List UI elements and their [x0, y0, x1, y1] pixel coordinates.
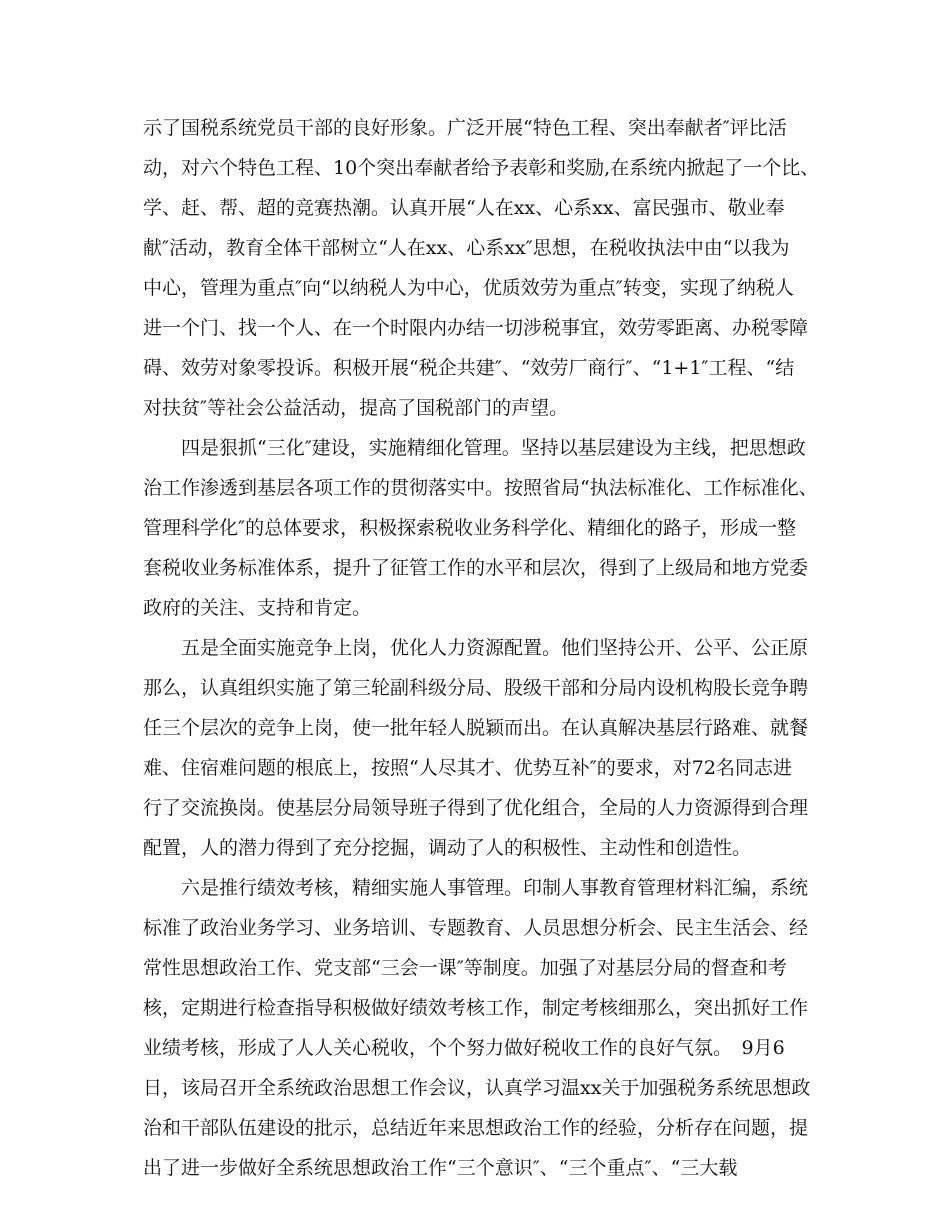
text-line: 动，对六个特色工程、10个突出奉献者给予表彰和奖励,在系统内掀起了一个比、 [143, 157, 820, 179]
text-line: 日，该局召开全系统政治思想工作会议，认真学习温xx关于加强税务系统思想政 [143, 1077, 811, 1099]
text-line: 示了国税系统党员干部的良好形象。广泛开展“特色工程、突出奉献者″评比活 [143, 117, 787, 139]
text-line: 学、赶、帮、超的竞赛热潮。认真开展“人在xx、心系xx、富民强市、敬业奉 [143, 197, 785, 219]
paragraph-start: 四是狠抓“三化″建设，实施精细化管理。坚持以基层建设为主线，把思想政 [181, 437, 806, 459]
text-line: 任三个层次的竞争上岗，使一批年轻人脱颖而出。在认真解决基层行路难、就餐 [143, 717, 809, 739]
text-line: 中心，管理为重点″向“以纳税人为中心，优质效劳为重点″转变，实现了纳税人 [143, 277, 794, 299]
text-line: 核，定期进行检查指导积极做好绩效考核工作，制定考核细那么，突出抓好工作 [143, 997, 809, 1019]
text-line: 进一个门、找一个人、在一个时限内办结一切涉税事宜，效劳零距离、办税零障 [143, 317, 809, 339]
text-line: 治工作渗透到基层各项工作的贯彻落实中。按照省局“执法标准化、工作标准化、 [143, 477, 818, 499]
text-line: 对扶贫″等社会公益活动，提高了国税部门的声望。 [143, 397, 569, 419]
text-line: 行了交流换岗。使基层分局领导班子得到了优化组合，全局的人力资源得到合理 [143, 797, 809, 819]
text-line: 难、住宿难问题的根底上，按照“人尽其才、优势互补″的要求，对72名同志进 [143, 757, 792, 779]
text-line: 套税收业务标准体系，提升了征管工作的水平和层次，得到了上级局和地方党委 [143, 557, 809, 579]
paragraph-start: 六是推行绩效考核，精细实施人事管理。印制人事教育管理材料汇编，系统 [181, 877, 809, 899]
text-line: 出了进一步做好全系统思想政治工作“三个意识″、“三个重点″、“三大载 [143, 1157, 738, 1179]
text-line: 配置，人的潜力得到了充分挖掘，调动了人的积极性、主动性和创造性。 [143, 837, 752, 859]
text-line: 献″活动，教育全体干部树立“人在xx、心系xx″思想，在税收执法中由“以我为 [143, 237, 790, 259]
text-line: 那么，认真组织实施了第三轮副科级分局、股级干部和分局内设机构股长竞争聘 [143, 677, 809, 699]
text-line: 管理科学化″的总体要求，积极探索税收业务科学化、精细化的路子，形成一整 [143, 517, 797, 539]
text-line: 标准了政治业务学习、业务培训、专题教育、人员思想分析会、民主生活会、经 [143, 917, 809, 939]
text-line: 治和干部队伍建设的批示，总结近年来思想政治工作的经验，分析存在问题，提 [143, 1117, 809, 1139]
paragraph-start: 五是全面实施竞争上岗，优化人力资源配置。他们坚持公开、公平、公正原 [181, 637, 809, 659]
text-line: 业绩考核，形成了人人关心税收，个个努力做好税收工作的良好气氛。 9月6 [143, 1037, 785, 1059]
text-line: 常性思想政治工作、党支部“三会一课″等制度。加强了对基层分局的督查和考 [143, 957, 787, 979]
text-line: 碍、效劳对象零投诉。积极开展“税企共建″、“效劳厂商行″、“1+1″工程、“结 [143, 357, 795, 379]
text-line: 政府的关注、支持和肯定。 [143, 597, 372, 619]
